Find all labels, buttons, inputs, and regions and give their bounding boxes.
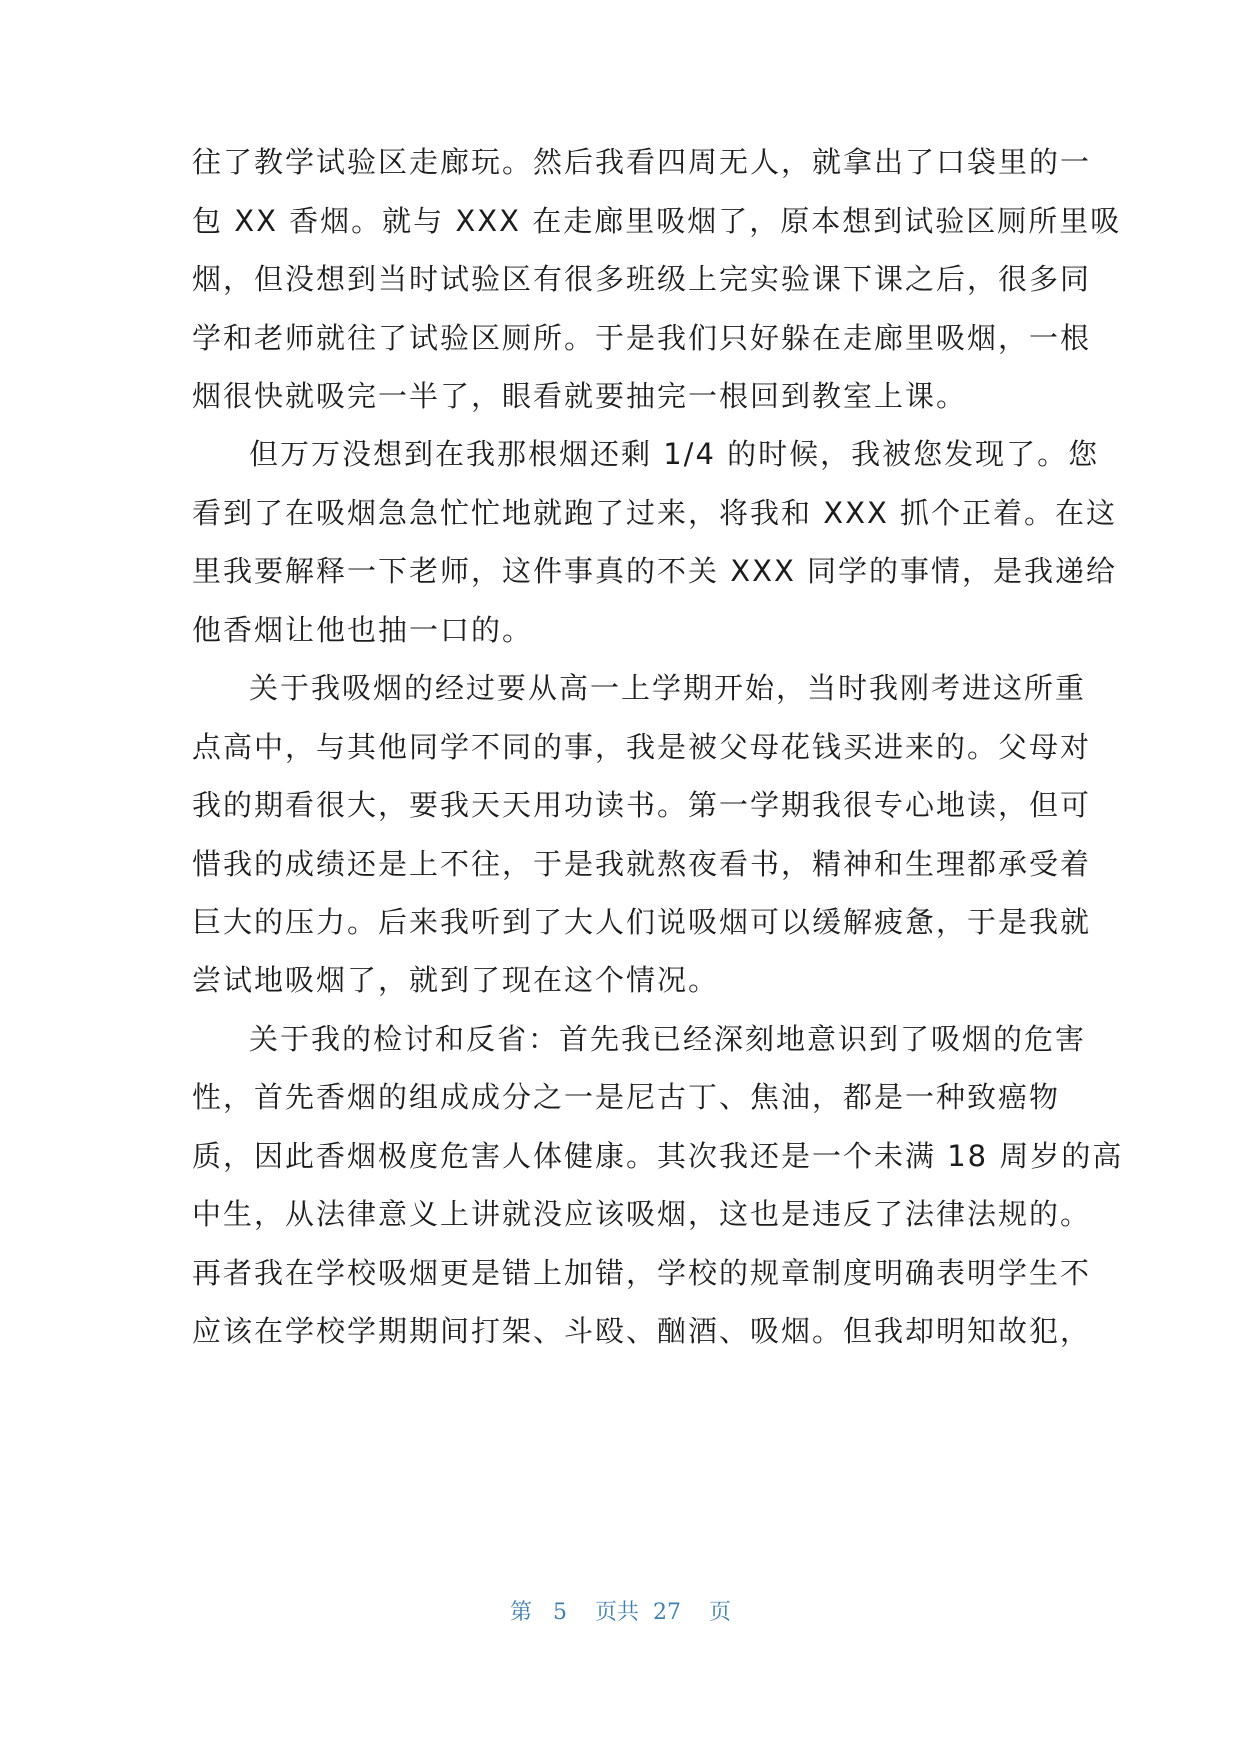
text-line: 点高中，与其他同学不同的事，我是被父母花钱买进来的。父母对 (192, 730, 1092, 764)
footer-middle: 页共 (594, 1600, 639, 1625)
text-line: 我的期看很大，要我天天用功读书。第一学期我很专心地读，但可 (192, 788, 1092, 822)
text-line: 里我要解释一下老师，这件事真的不关 XXX 同学的事情，是我递给 (192, 554, 1118, 588)
paragraph-first-line: 关于我吸烟的经过要从高一上学期开始，当时我刚考进这所重 (249, 671, 1087, 705)
text-line: 烟，但没想到当时试验区有很多班级上完实验课下课之后，很多同 (192, 262, 1092, 296)
text-line: 烟很快就吸完一半了，眼看就要抽完一根回到教室上课。 (192, 379, 968, 413)
text-line: 中生，从法律意义上讲就没应该吸烟，这也是违反了法律法规的。 (192, 1197, 1092, 1231)
text-line: 尝试地吸烟了，就到了现在这个情况。 (192, 963, 720, 997)
text-line: 学和老师就往了试验区厕所。于是我们只好躲在走廊里吸烟，一根 (192, 321, 1092, 355)
text-line: 往了教学试验区走廊玩。然后我看四周无人，就拿出了口袋里的一 (192, 145, 1092, 179)
paragraph-first-line: 但万万没想到在我那根烟还剩 1/4 的时候，我被您发现了。您 (249, 437, 1100, 471)
text-line: 包 XX 香烟。就与 XXX 在走廊里吸烟了，原本想到试验区厕所里吸 (192, 204, 1122, 238)
text-line: 再者我在学校吸烟更是错上加错，学校的规章制度明确表明学生不 (192, 1256, 1092, 1290)
paragraph-first-line: 关于我的检讨和反省：首先我已经深刻地意识到了吸烟的危害 (249, 1022, 1087, 1056)
text-line: 他香烟让他也抽一口的。 (192, 613, 534, 647)
text-line: 性，首先香烟的组成成分之一是尼古丁、焦油，都是一种致癌物 (192, 1080, 1061, 1114)
text-line: 巨大的压力。后来我听到了大人们说吸烟可以缓解疲惫，于是我就 (192, 905, 1092, 939)
text-line: 质，因此香烟极度危害人体健康。其次我还是一个未满 18 周岁的高 (192, 1139, 1124, 1173)
footer-page-number: 5 (553, 1600, 567, 1625)
footer-total-pages: 27 (653, 1600, 681, 1625)
text-line: 看到了在吸烟急急忙忙地就跑了过来，将我和 XXX 抓个正着。在这 (192, 496, 1118, 530)
text-line: 惜我的成绩还是上不往，于是我就熬夜看书，精神和生理都承受着 (192, 847, 1092, 881)
text-line: 应该在学校学期期间打架、斗殴、酗酒、吸烟。但我却明知故犯， (192, 1314, 1092, 1348)
footer-suffix: 页 (708, 1600, 731, 1625)
page-footer (0, 1598, 1241, 1628)
footer-prefix: 第 (510, 1600, 533, 1625)
